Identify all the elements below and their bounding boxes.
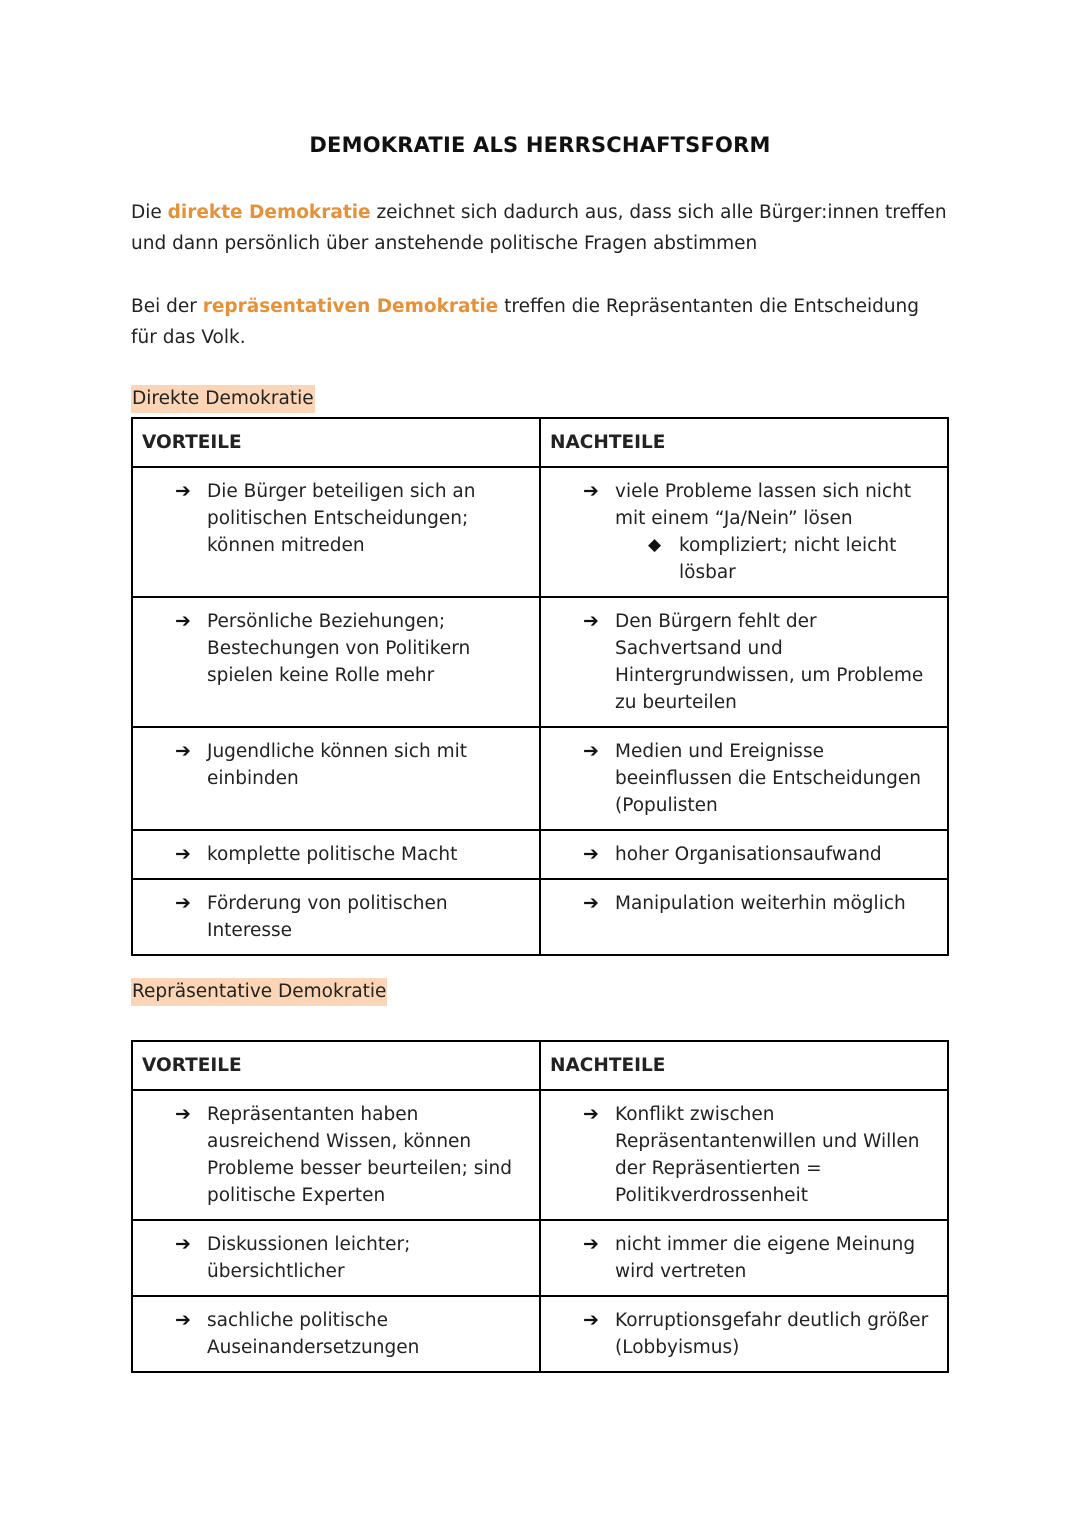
header-pros: VORTEILE (132, 418, 540, 467)
arrow-right-icon: ➔ (583, 610, 599, 632)
con-text: viele Probleme lassen sich nicht mit einem “Ja/Nein” lösen (615, 481, 912, 529)
header-cons: NACHTEILE (540, 1041, 948, 1090)
arrow-right-icon: ➔ (583, 892, 599, 914)
pro-text: Persönliche Beziehungen; Bestechungen von Politikern spielen keine Rolle mehr (207, 611, 471, 686)
pro-text: Förderung von politischen Interesse (207, 893, 448, 941)
arrow-right-icon: ➔ (175, 740, 191, 762)
pro-cell (132, 1220, 540, 1296)
con-cell (540, 1220, 948, 1296)
pro-text: Repräsentanten haben ausreichend Wissen, können Probleme besser beurteilen; sind politische Experten (207, 1104, 513, 1206)
con-text: Den Bürgern fehlt der Sachvertsand und Hintergrundwissen, um Probleme zu beurteilen (615, 611, 924, 713)
table-row (132, 467, 948, 597)
pro-cell (132, 467, 540, 597)
con-text: hoher Organisationsaufwand (615, 844, 882, 865)
table-row (132, 1296, 948, 1372)
arrow-right-icon: ➔ (175, 892, 191, 914)
pro-cell (132, 879, 540, 955)
intro-text: zeichnet sich dadurch aus, dass sich alle Bürger:innen treffen und dann persönlich über anstehende politische Fragen abstimmen (131, 202, 947, 254)
table-row (132, 597, 948, 727)
pro-text: Diskussionen leichter; übersichtlicher (207, 1234, 411, 1282)
con-cell (540, 879, 948, 955)
intro-paragraph-direct (131, 197, 949, 259)
pro-text: Jugendliche können sich mit einbinden (207, 741, 467, 789)
intro-text: Bei der (131, 296, 203, 317)
pro-cell (132, 597, 540, 727)
arrow-right-icon: ➔ (583, 480, 599, 502)
con-cell (540, 467, 948, 597)
pro-text: sachliche politische Auseinandersetzungen (207, 1310, 420, 1358)
page-title: DEMOKRATIE ALS HERRSCHAFTSFORM (309, 133, 771, 157)
pro-cell (132, 727, 540, 830)
header-cons: NACHTEILE (540, 418, 948, 467)
con-cell (540, 1090, 948, 1220)
con-cell (540, 597, 948, 727)
table-header-row (132, 1041, 948, 1090)
arrow-right-icon: ➔ (175, 610, 191, 632)
pro-cell (132, 830, 540, 879)
table-representative-democracy (131, 1040, 949, 1373)
con-text: Konflikt zwischen Repräsentantenwillen und Willen der Repräsentierten = Politikverdrossenheit (615, 1104, 920, 1206)
con-text: Korruptionsgefahr deutlich größer (Lobbyismus) (615, 1310, 929, 1358)
intro-paragraph-representative (131, 291, 949, 353)
arrow-right-icon: ➔ (583, 740, 599, 762)
table-row (132, 1090, 948, 1220)
arrow-right-icon: ➔ (175, 843, 191, 865)
intro-text: treffen die Repräsentanten die Entscheidung für das Volk. (131, 296, 920, 348)
table-row (132, 879, 948, 955)
arrow-right-icon: ➔ (175, 480, 191, 502)
highlight-representative-democracy: repräsentativen Demokratie (202, 296, 499, 317)
arrow-right-icon: ➔ (583, 1103, 599, 1125)
con-subtext: kompliziert; nicht leicht lösbar (679, 535, 897, 583)
con-text: nicht immer die eigene Meinung wird vertreten (615, 1234, 916, 1282)
con-cell (540, 1296, 948, 1372)
pro-text: komplette politische Macht (207, 844, 458, 865)
con-text: Manipulation weiterhin möglich (615, 893, 906, 914)
arrow-right-icon: ➔ (583, 1309, 599, 1331)
arrow-right-icon: ➔ (175, 1103, 191, 1125)
intro-text: Die (131, 202, 168, 223)
diamond-bullet-icon: ◆ (648, 535, 662, 555)
pro-cell (132, 1090, 540, 1220)
arrow-right-icon: ➔ (583, 843, 599, 865)
arrow-right-icon: ➔ (583, 1233, 599, 1255)
pro-cell (132, 1296, 540, 1372)
table-row (132, 727, 948, 830)
table-direct-democracy (131, 417, 949, 956)
header-pros: VORTEILE (132, 1041, 540, 1090)
highlight-direct-democracy: direkte Demokratie (167, 202, 371, 223)
con-text: Medien und Ereignisse beeinflussen die Entscheidungen (Populisten (615, 741, 921, 816)
arrow-right-icon: ➔ (175, 1233, 191, 1255)
pro-text: Die Bürger beteiligen sich an politischen Entscheidungen; können mitreden (207, 481, 476, 556)
table-row (132, 1220, 948, 1296)
table-header-row (132, 418, 948, 467)
table-row (132, 830, 948, 879)
arrow-right-icon: ➔ (175, 1309, 191, 1331)
con-cell (540, 830, 948, 879)
section-label-direct: Direkte Demokratie (131, 385, 315, 413)
con-cell (540, 727, 948, 830)
section-label-representative: Repräsentative Demokratie (131, 978, 387, 1006)
